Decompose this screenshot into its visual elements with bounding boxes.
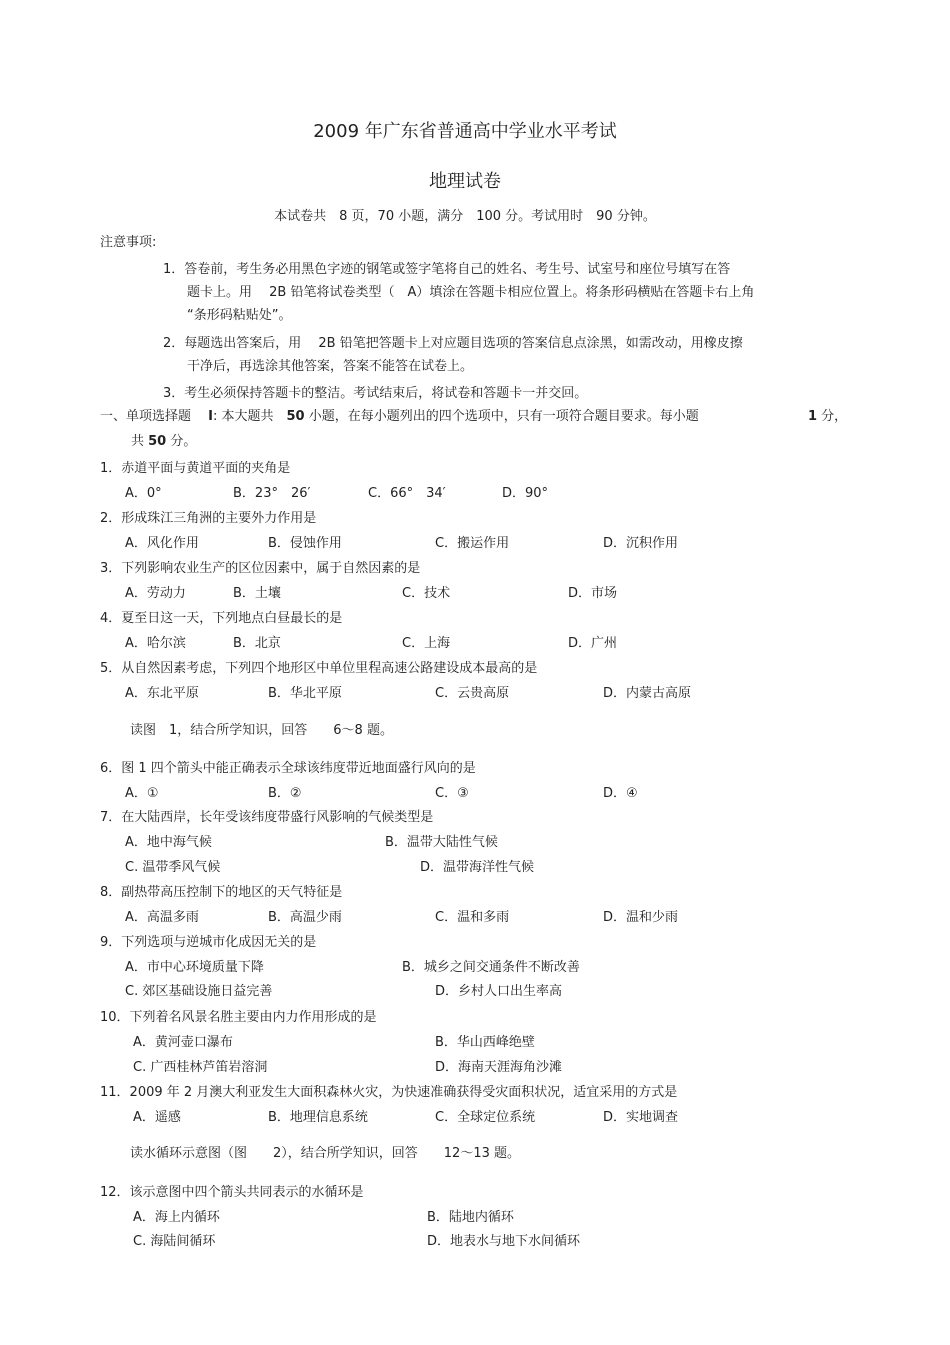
question-4-option-c[interactable]: C．上海 (402, 636, 451, 651)
question-3-option-b[interactable]: B．土壤 (233, 586, 281, 601)
question-8-option-b[interactable]: B．高温少雨 (268, 910, 342, 925)
section-num: I (208, 409, 213, 424)
page-subtitle: 地理试卷 (429, 171, 501, 192)
question-8-option-c[interactable]: C．温和多雨 (435, 910, 510, 925)
question-12-option-a[interactable]: A．海上内循环 (133, 1210, 220, 1225)
question-1-option-c[interactable]: C．66° 34′ (368, 486, 446, 501)
note-1-line-1: 1．答卷前，考生务必用黑色字迹的钢笔或签字笔将自己的姓名、考生号、试室号和座位号填写在答 (163, 262, 731, 277)
question-8-stem: 8．副热带高压控制下的地区的天气特征是 (100, 885, 343, 900)
question-7-option-d[interactable]: D．温带海洋性气候 (420, 860, 535, 875)
section-score-value: 1 (808, 409, 818, 424)
question-3-option-d[interactable]: D．市场 (568, 586, 618, 601)
section-line2b: 分。 (166, 434, 197, 449)
question-12-option-d[interactable]: D．地表水与地下水间循环 (427, 1234, 581, 1249)
question-7-option-c[interactable]: C. 温带季风气候 (125, 860, 221, 875)
question-2-stem: 2．形成珠江三角洲的主要外力作用是 (100, 511, 317, 526)
question-9-option-a[interactable]: A．市中心环境质量下降 (125, 960, 264, 975)
question-3-option-c[interactable]: C．技术 (402, 586, 451, 601)
question-10-option-d[interactable]: D．海南天涯海角沙滩 (435, 1060, 563, 1075)
section-mid: : 本大题共 (212, 409, 287, 424)
note-2-line-1: 2．每题选出答案后，用 2B 铅笔把答题卡上对应题目选项的答案信息点涂黑，如需改动，用橡皮擦 (163, 336, 743, 351)
question-10-stem: 10．下列着名风景名胜主要由内力作用形成的是 (100, 1010, 377, 1025)
section-header-line-1 (100, 405, 699, 424)
read-prompt-2: 读水循环示意图（图 2），结合所学知识，回答 12～13 题。 (130, 1146, 520, 1161)
question-11-stem: 11．2009 年 2 月澳大利亚发生大面积森林火灾，为快速准确获得受灾面积状况，适宜采用的方式是 (100, 1085, 678, 1100)
note-1-line-2: 题卡上。用 2B 铅笔将试卷类型（ A）填涂在答题卡相应位置上。将条形码横贴在答题卡右上角 (187, 285, 755, 300)
question-4-option-a[interactable]: A．哈尔滨 (125, 636, 186, 651)
section-total: 50 (148, 434, 167, 449)
question-9-option-b[interactable]: B．城乡之间交通条件不断改善 (402, 960, 580, 975)
question-1-stem: 1．赤道平面与黄道平面的夹角是 (100, 461, 291, 476)
section-score (808, 405, 847, 424)
question-2-option-d[interactable]: D．沉积作用 (603, 536, 679, 551)
question-7-stem: 7．在大陆西岸，长年受该纬度带盛行风影响的气候类型是 (100, 810, 434, 825)
section-count: 50 (286, 409, 305, 424)
question-3-stem: 3．下列影响农业生产的区位因素中，属于自然因素的是 (100, 561, 421, 576)
question-5-stem: 5．从自然因素考虑，下列四个地形区中单位里程高速公路建设成本最高的是 (100, 661, 538, 676)
question-5-option-d[interactable]: D．内蒙古高原 (603, 686, 692, 701)
question-5-option-c[interactable]: C．云贵高原 (435, 686, 510, 701)
question-5-option-a[interactable]: A．东北平原 (125, 686, 199, 701)
question-10-option-a[interactable]: A．黄河壶口瀑布 (133, 1035, 233, 1050)
page-title: 2009 年广东省普通高中学业水平考试 (313, 121, 617, 142)
question-6-option-d[interactable]: D．④ (603, 786, 638, 801)
section-score-unit: 分， (817, 409, 848, 424)
question-1-option-a[interactable]: A．0° (125, 486, 162, 501)
question-4-option-d[interactable]: D．广州 (568, 636, 618, 651)
note-1-line-3: “条形码粘贴处”。 (187, 308, 292, 323)
question-2-option-a[interactable]: A．风化作用 (125, 536, 199, 551)
question-5-option-b[interactable]: B．华北平原 (268, 686, 342, 701)
question-4-option-b[interactable]: B．北京 (233, 636, 281, 651)
question-11-option-d[interactable]: D．实地调查 (603, 1110, 679, 1125)
question-8-option-d[interactable]: D．温和少雨 (603, 910, 679, 925)
question-7-option-b[interactable]: B．温带大陆性气候 (385, 835, 498, 850)
question-11-option-b[interactable]: B．地理信息系统 (268, 1110, 368, 1125)
note-3-line-1: 3．考生必须保持答题卡的整洁。考试结束后，将试卷和答题卡一并交回。 (163, 386, 588, 401)
question-4-stem: 4．夏至日这一天，下列地点白昼最长的是 (100, 611, 343, 626)
question-6-stem: 6．图 1 四个箭头中能正确表示全球该纬度带近地面盛行风向的是 (100, 761, 476, 776)
question-1-option-d[interactable]: D．90° (502, 486, 549, 501)
question-11-option-a[interactable]: A．遥感 (133, 1110, 181, 1125)
question-2-option-b[interactable]: B．侵蚀作用 (268, 536, 342, 551)
section-rest: 小题，在每小题列出的四个选项中，只有一项符合题目要求。每小题 (304, 409, 699, 424)
read-prompt-1: 读图 1，结合所学知识，回答 6～8 题。 (130, 723, 393, 738)
notice-label: 注意事项: (100, 235, 157, 250)
question-6-option-c[interactable]: C．③ (435, 786, 469, 801)
question-8-option-a[interactable]: A．高温多雨 (125, 910, 199, 925)
question-1-option-b[interactable]: B．23° 26′ (233, 486, 311, 501)
question-12-option-b[interactable]: B．陆地内循环 (427, 1210, 514, 1225)
question-10-option-b[interactable]: B．华山西峰绝壁 (435, 1035, 535, 1050)
question-9-option-c[interactable]: C. 郊区基础设施日益完善 (125, 984, 273, 999)
section-line2a: 共 (131, 434, 149, 449)
section-lead: 一、单项选择题 (100, 409, 209, 424)
question-9-option-d[interactable]: D．乡村人口出生率高 (435, 984, 563, 999)
question-3-option-a[interactable]: A．劳动力 (125, 586, 186, 601)
question-10-option-c[interactable]: C. 广西桂林芦笛岩溶洞 (133, 1060, 268, 1075)
question-7-option-a[interactable]: A．地中海气候 (125, 835, 212, 850)
note-2-line-2: 干净后，再选涂其他答案，答案不能答在试卷上。 (187, 359, 474, 374)
question-2-option-c[interactable]: C．搬运作用 (435, 536, 510, 551)
question-12-option-c[interactable]: C. 海陆间循环 (133, 1234, 216, 1249)
question-9-stem: 9．下列选项与逆城市化成因无关的是 (100, 935, 317, 950)
question-11-option-c[interactable]: C．全球定位系统 (435, 1110, 536, 1125)
question-6-option-b[interactable]: B．② (268, 786, 302, 801)
question-12-stem: 12．该示意图中四个箭头共同表示的水循环是 (100, 1185, 364, 1200)
exam-info: 本试卷共 8 页，70 小题，满分 100 分。考试用时 90 分钟。 (274, 209, 656, 224)
section-header-line-2 (131, 430, 196, 449)
question-6-option-a[interactable]: A．① (125, 786, 159, 801)
